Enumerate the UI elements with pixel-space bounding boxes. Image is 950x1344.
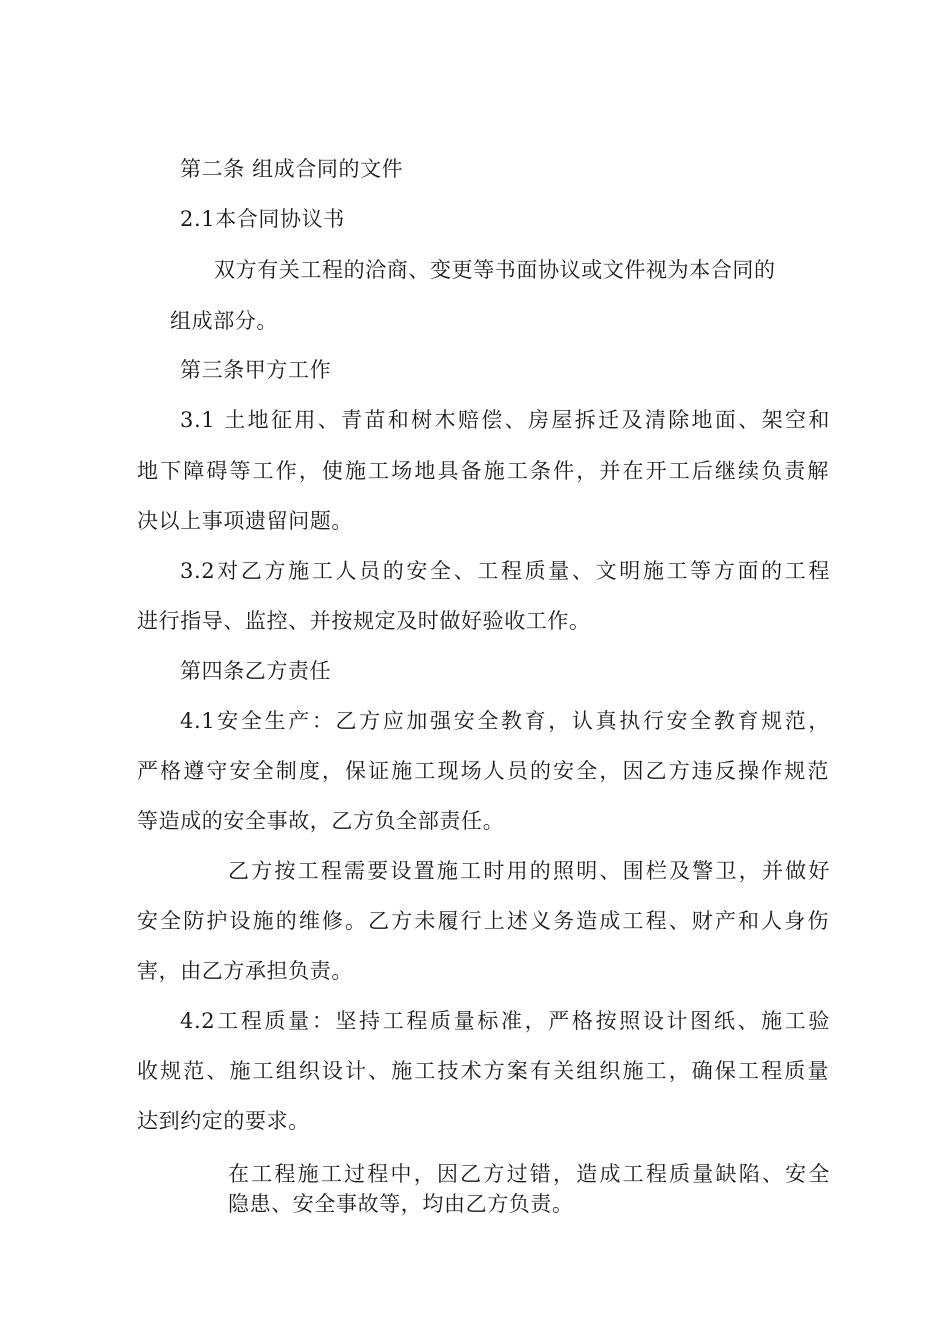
paragraph-line: 4.2工程质量：坚持工程质量标准，严格按照设计图纸、施工验 xyxy=(180,1009,830,1033)
paragraph-line: 隐患、安全事故等，均由乙方负责。 xyxy=(228,1192,574,1216)
paragraph-line: 安全防护设施的维修。乙方未履行上述义务造成工程、财产和人身伤 xyxy=(137,909,829,933)
paragraph-line: 4.1安全生产：乙方应加强安全教育，认真执行安全教育规范， xyxy=(180,709,830,733)
paragraph-line: 组成部分。 xyxy=(170,309,278,333)
paragraph-line: 决以上事项遗留问题。 xyxy=(137,509,353,533)
paragraph-line: 达到约定的要求。 xyxy=(137,1109,310,1133)
paragraph-line: 乙方按工程需要设置施工时用的照明、围栏及警卫，并做好 xyxy=(228,859,830,883)
article-2-heading: 第二条 组成合同的文件 xyxy=(180,157,404,181)
clause-2-1-heading: 2.1本合同协议书 xyxy=(180,207,345,231)
paragraph-line: 等造成的安全事故，乙方负全部责任。 xyxy=(137,809,505,833)
paragraph-line: 害，由乙方承担负责。 xyxy=(137,959,353,983)
paragraph-line: 严格遵守安全制度，保证施工现场人员的安全，因乙方违反操作规范 xyxy=(137,759,829,783)
article-3-heading: 第三条甲方工作 xyxy=(180,358,332,382)
article-4-heading: 第四条乙方责任 xyxy=(180,659,332,683)
paragraph-line: 双方有关工程的洽商、变更等书面协议或文件视为本合同的 xyxy=(214,258,776,282)
paragraph-line: 地下障碍等工作，使施工场地具备施工条件，并在开工后继续负责解 xyxy=(137,459,829,483)
paragraph-line: 进行指导、监控、并按规定及时做好验收工作。 xyxy=(137,609,591,633)
paragraph-line: 3.2对乙方施工人员的安全、工程质量、文明施工等方面的工程 xyxy=(180,559,830,583)
paragraph-line: 收规范、施工组织设计、施工技术方案有关组织施工，确保工程质量 xyxy=(137,1059,829,1083)
paragraph-line: 3.1 土地征用、青苗和树木赔偿、房屋拆迁及清除地面、架空和 xyxy=(180,408,830,432)
paragraph-line: 在工程施工过程中，因乙方过错，造成工程质量缺陷、安全 xyxy=(228,1162,830,1186)
